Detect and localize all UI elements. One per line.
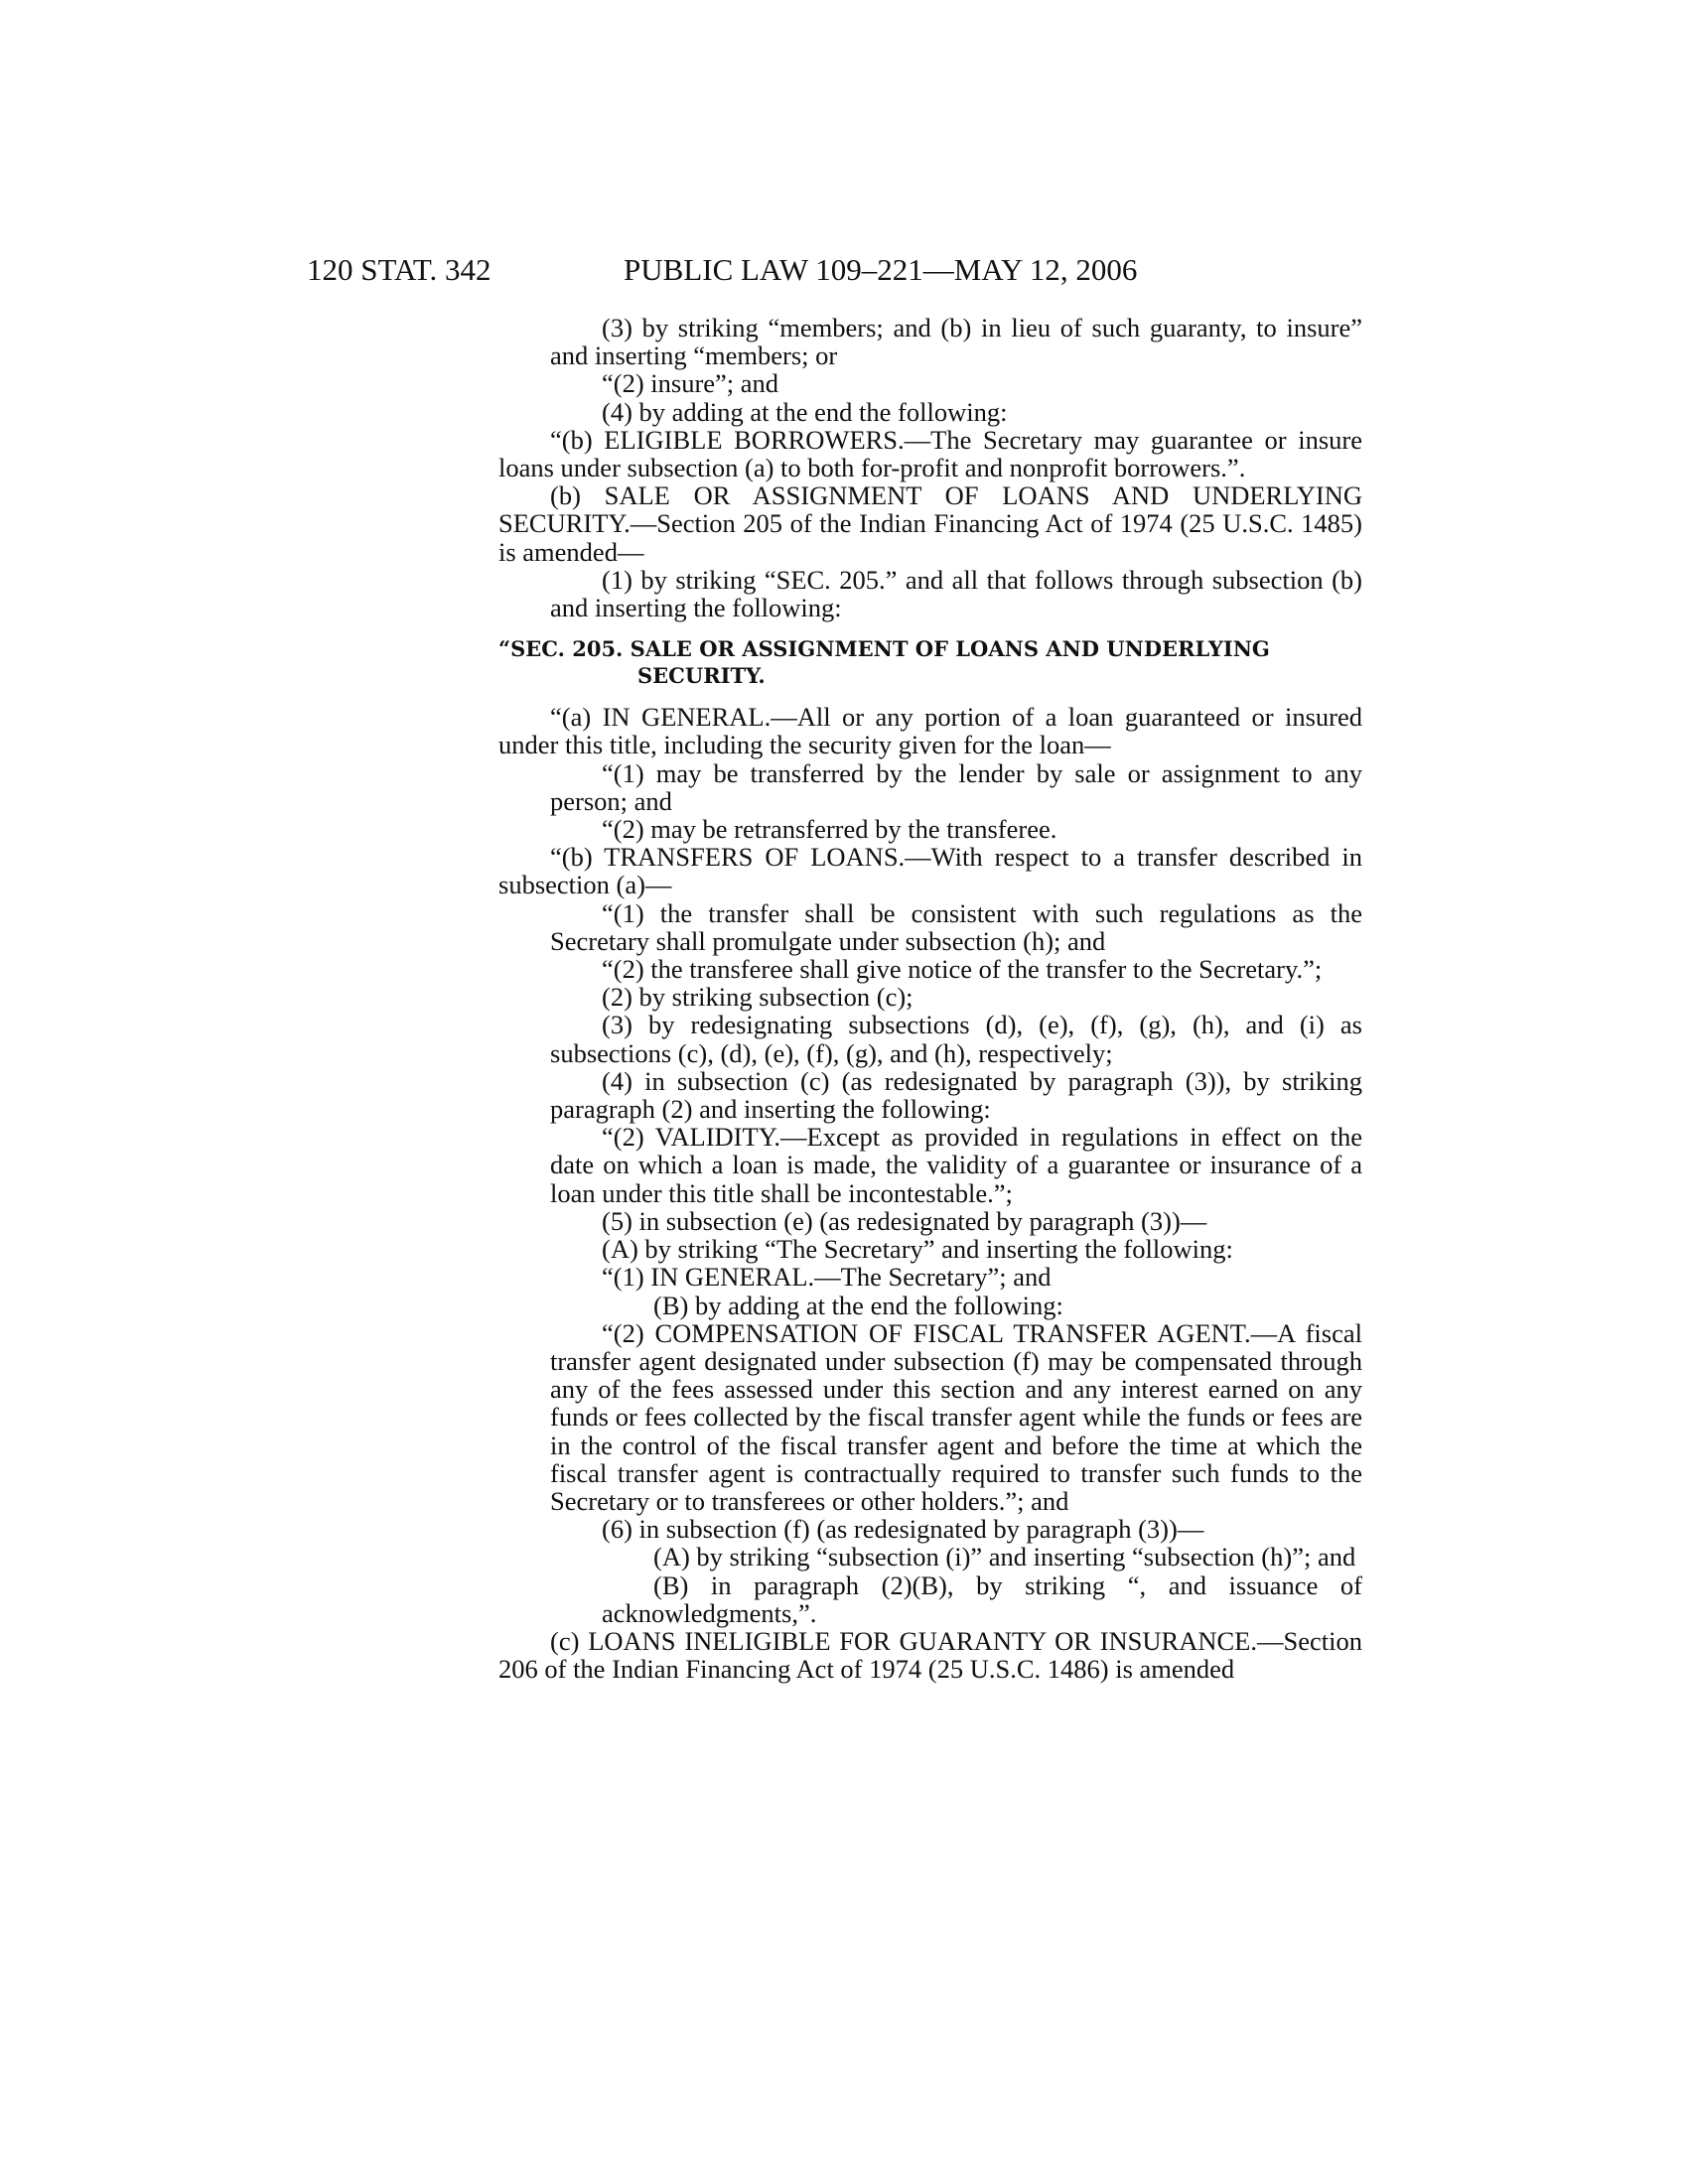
running-header [0, 252, 1688, 288]
paragraph: (2) by striking subsection (c); [602, 982, 914, 1013]
paragraph: (c) LOANS INELIGIBLE FOR GUARANTY OR INSURANCE.—Section 206 of the Indian Financing Act of 1974 (25 U.S.C. 1486) is amended [498, 1625, 1362, 1685]
paragraph: “(2) the transferee shall give notice of the transfer to the Secretary.”; [602, 954, 1323, 985]
paragraph: (5) in subsection (e) (as redesignated by paragraph (3))— [602, 1205, 1207, 1236]
paragraph: (A) by striking “subsection (i)” and inserting “subsection (h)”; and [653, 1542, 1356, 1572]
paragraph: “(2) VALIDITY.—Except as provided in regulations in effect on the date on which a loan is made, the validity of a guarantee or insurance of a loan under this title shall be incontestable.”; [550, 1122, 1362, 1208]
paragraph: (6) in subsection (f) (as redesignated by paragraph (3))— [602, 1514, 1204, 1545]
paragraph: (A) by striking “The Secretary” and inserting the following: [602, 1234, 1233, 1265]
section-heading: “SEC. 205. SALE OR ASSIGNMENT OF LOANS AND UNDERLYING SECURITY. [498, 636, 1270, 689]
paragraph: (B) in paragraph (2)(B), by striking “, and issuance of acknowledgments,”. [602, 1570, 1362, 1628]
paragraph: (3) by redesignating subsections (d), (e), (f), (g), (h), and (i) as subsections (c), (d), (e), (f), (g), and (h), respectively; [550, 1010, 1362, 1068]
paragraph: “(2) insure”; and [602, 368, 779, 399]
paragraph: (3) by striking “members; and (b) in lieu of such guaranty, to insure” and inserting “members; or [550, 313, 1362, 371]
paragraph: (4) by adding at the end the following: [602, 396, 1008, 427]
paragraph: (1) by striking “SEC. 205.” and all that follows through subsection (b) and inserting the following: [550, 564, 1362, 623]
paragraph: “(2) may be retransferred by the transferee. [602, 814, 1057, 845]
document-body [498, 314, 1362, 1683]
statute-page-number: 120 STAT. 342 [307, 252, 492, 287]
paragraph: “(2) COMPENSATION OF FISCAL TRANSFER AGENT.—A fiscal transfer agent designated under subsection (f) may be compensated through any of the fees assessed under this section and any interest earned on any funds or fees collected by the fiscal transfer agent while the funds or fees are in the control of the fiscal transfer agent and before the time at which the fiscal transfer agent is contractually required to transfer such funds to the Secretary or to transferees or other holders.”; and [550, 1317, 1362, 1516]
paragraph: “(1) the transfer shall be consistent with such regulations as the Secretary shall promulgate under subsection (h); and [550, 897, 1362, 956]
paragraph: (b) SALE OR ASSIGNMENT OF LOANS AND UNDERLYING SECURITY.—Section 205 of the Indian Financing Act of 1974 (25 U.S.C. 1485) is amended— [498, 480, 1362, 567]
paragraph: “(b) ELIGIBLE BORROWERS.—The Secretary may guarantee or insure loans under subsection (a) to both for-profit and nonprofit borrowers.”. [498, 424, 1362, 483]
public-law-title: PUBLIC LAW 109–221—MAY 12, 2006 [624, 252, 1138, 287]
paragraph: “(a) IN GENERAL.—All or any portion of a loan guaranteed or insured under this title, including the security given for the loan— [498, 702, 1362, 760]
paragraph: (B) by adding at the end the following: [653, 1290, 1063, 1320]
paragraph: “(b) TRANSFERS OF LOANS.—With respect to a transfer described in subsection (a)— [498, 842, 1362, 900]
paragraph: “(1) may be transferred by the lender by sale or assignment to any person; and [550, 757, 1362, 816]
paragraph: (4) in subsection (c) (as redesignated by paragraph (3)), by striking paragraph (2) and inserting the following: [550, 1065, 1362, 1125]
paragraph: “(1) IN GENERAL.—The Secretary”; and [602, 1262, 1052, 1293]
